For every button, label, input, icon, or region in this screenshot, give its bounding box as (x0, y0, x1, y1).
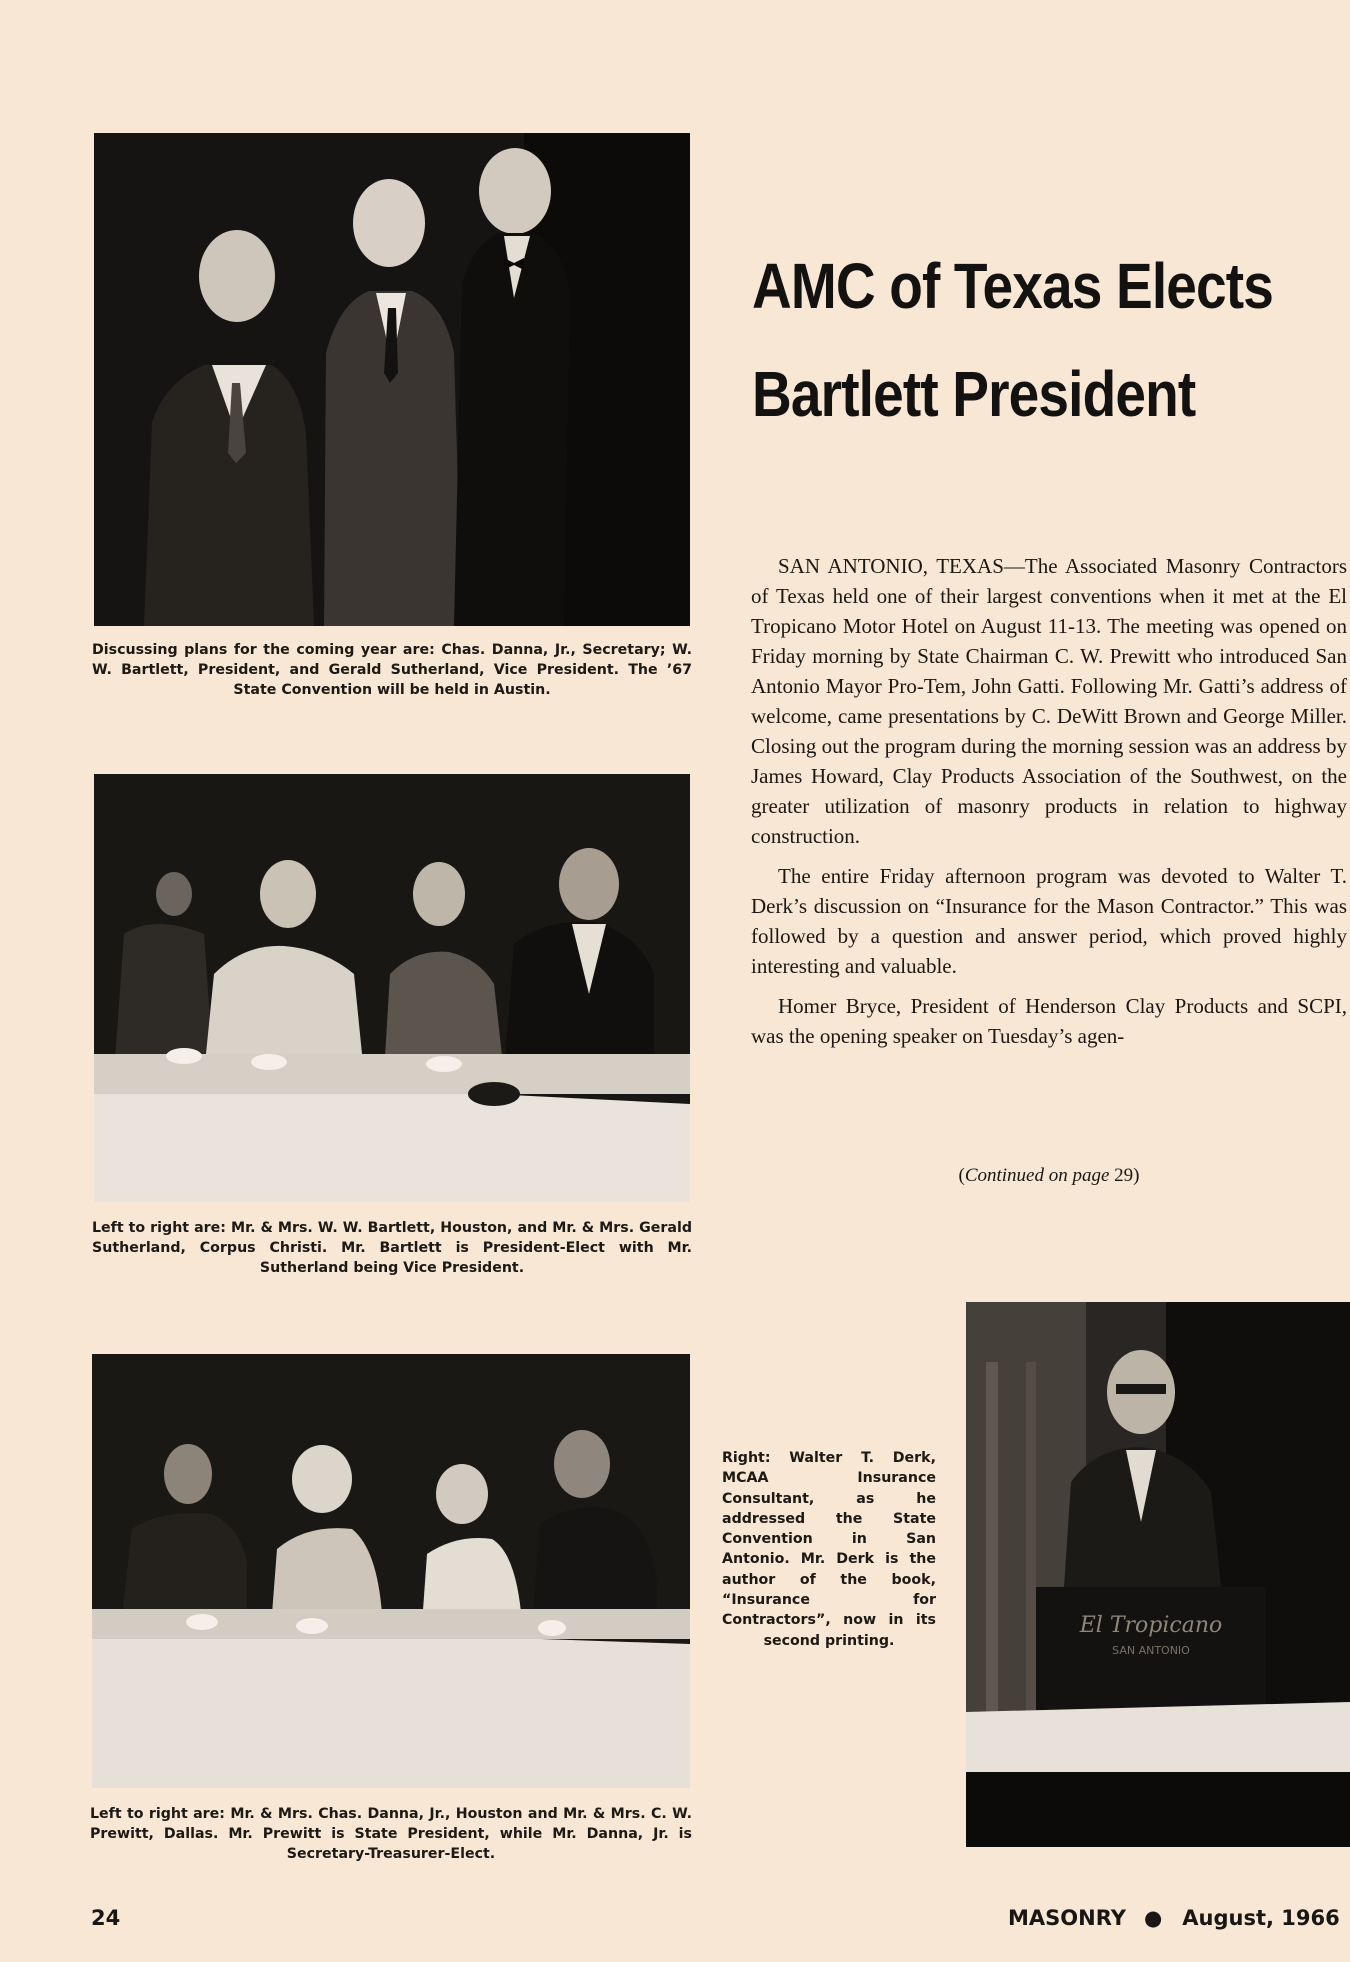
headline-line-1: AMC of Texas Elects (752, 250, 1273, 322)
photo-bartlett-sutherland-couples (94, 774, 690, 1202)
podium-sign-line-2: SAN ANTONIO (1112, 1644, 1190, 1657)
podium-sign-line-1: El Tropicano (1079, 1613, 1223, 1638)
caption-photo-4: Right: Walter T. Derk, MCAA Insurance Consultant, as he addressed the State Convention in San Antonio. Mr. Derk is the author of the book, “Insurance for Contractors”, now in its second printing. (722, 1450, 936, 1649)
photo-walter-derk-podium (966, 1302, 1350, 1847)
footer-masthead (1008, 1906, 1340, 1930)
page-number: 24 (91, 1906, 121, 1930)
caption-photo-3: Left to right are: Mr. & Mrs. Chas. Danna, Jr., Houston and Mr. & Mrs. C. W. Prewitt, Dallas. Mr. Prewitt is State President, while Mr. Danna, Jr. is Secretary-Treasurer-Elect. (90, 1806, 692, 1862)
caption-photo-2: Left to right are: Mr. & Mrs. W. W. Bartlett, Houston, and Mr. & Mrs. Gerald Sutherland, Corpus Christi. Mr. Bartlett is President-Elect with Mr. Sutherland being Vice President. (92, 1220, 692, 1276)
headline-line-2: Bartlett President (752, 358, 1196, 430)
magazine-name: MASONRY (1008, 1906, 1126, 1930)
article-paragraph-3: Homer Bryce, President of Henderson Clay Products and SCPI, was the opening speaker on Tuesday’s agen- (751, 994, 1347, 1048)
article-paragraph-2: The entire Friday afternoon program was devoted to Walter T. Derk’s discussion on “Insurance for the Mason Contractor.” This was followed by a question and answer period, which proved highly interesting and valuable. (751, 864, 1347, 978)
continued-page: 29 (1114, 1165, 1134, 1186)
article-headline (752, 232, 1273, 448)
continued-label: Continued on page (964, 1165, 1110, 1186)
footer-separator: ● (1143, 1906, 1163, 1930)
issue-date: August, 1966 (1182, 1906, 1340, 1930)
photo-officers-standing (94, 133, 690, 626)
photo-danna-prewitt-couples (92, 1354, 690, 1788)
article-body (751, 551, 1347, 1061)
caption-photo-1: Discussing plans for the coming year are: Chas. Danna, Jr., Secretary; W. W. Bartlett, President, and Gerald Sutherland, Vice President. The ’67 State Convention will be held in Austin. (92, 642, 692, 698)
continued-note: (Continued on page 29) (958, 1165, 1140, 1186)
article-paragraph-1: SAN ANTONIO, TEXAS—The Associated Masonry Contractors of Texas held one of their largest conventions when it met at the El Tropicano Motor Hotel on August 11-13. The meeting was opened on Friday morning by State Chairman C. W. Prewitt who introduced San Antonio Mayor Pro-Tem, John Gatti. Following Mr. Gatti’s address of welcome, came presentations by C. DeWitt Brown and George Miller. Closing out the program during the morning session was an address by James Howard, Clay Products Association of the Southwest, on the greater utilization of masonry products in relation to highway construction. (751, 554, 1347, 848)
